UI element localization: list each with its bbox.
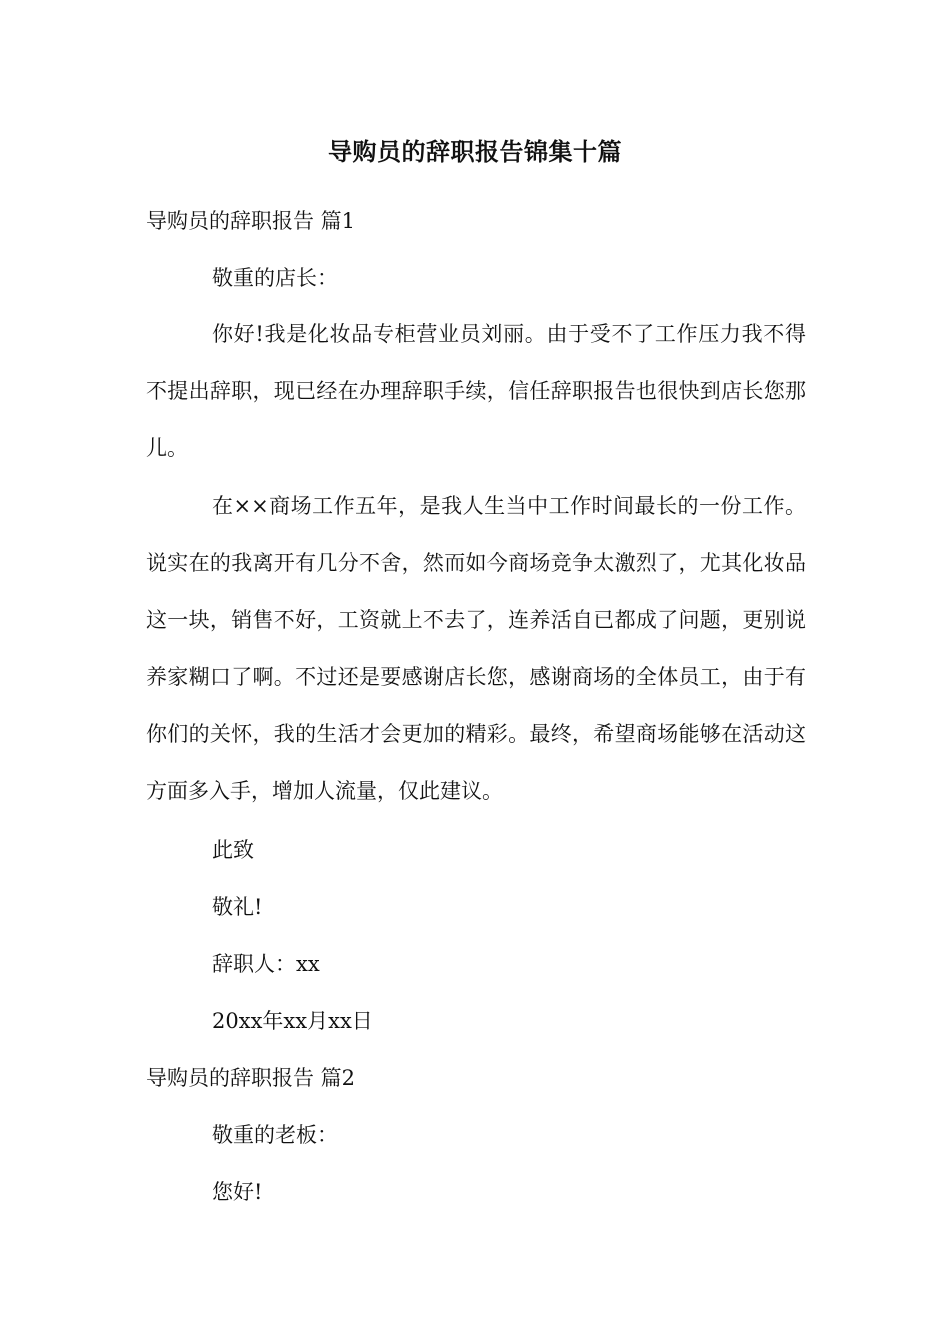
salutation-1: 敬重的店长： [212,266,338,290]
signer-line: 辞职人：xx [212,952,320,976]
section-heading-1: 导购员的辞职报告 篇1 [146,209,356,233]
body-paragraph-2: 在××商场工作五年，是我人生当中工作时间最长的一份工作。说实在的我离开有几分不舍，然而如今商场竞争太激烈了，尤其化妆品这一块，销售不好，工资就上不去了，连养活自已都成了问题，更别说养家糊口了啊。不过还是要感谢店长您，感谢商场的全体员工，由于有你们的关怀，我的生活才会更加的精彩。最终，希望商场能够在活动这方面多入手，增加人流量，仅此建议。 [146,494,806,803]
closing-line-2: 敬礼! [212,895,263,919]
section-heading-2: 导购员的辞职报告 篇2 [146,1066,356,1090]
document-title: 导购员的辞职报告锦集十篇 [328,137,622,166]
body-paragraph-1: 你好!我是化妆品专柜营业员刘丽。由于受不了工作压力我不得不提出辞职，现已经在办理辞职手续，信任辞职报告也很快到店长您那儿。 [146,322,806,460]
closing-line-1: 此致 [212,838,254,862]
greeting-2: 您好! [212,1180,263,1204]
date-line: 20xx年xx月xx日 [212,1009,373,1033]
salutation-2: 敬重的老板： [212,1123,338,1147]
